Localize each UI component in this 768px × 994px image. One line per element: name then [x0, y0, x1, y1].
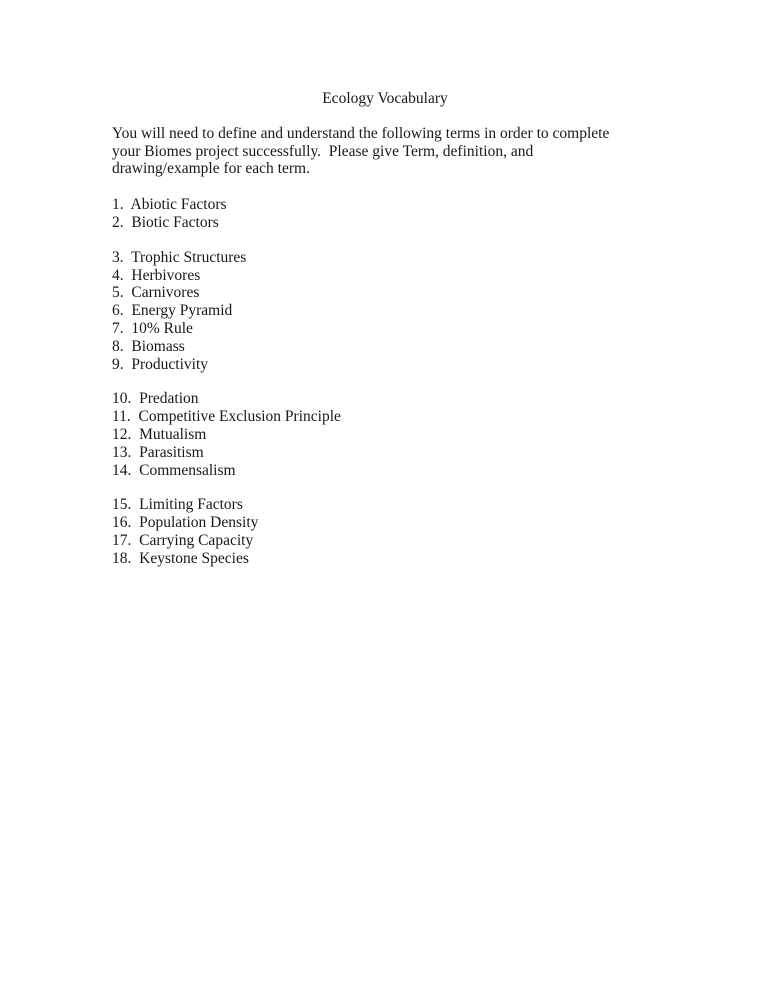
list-item: 17. Carrying Capacity — [112, 531, 254, 549]
list-item: 9. Productivity — [112, 355, 209, 373]
term-group-1 — [112, 196, 658, 232]
list-item: 3. Trophic Structures — [112, 248, 247, 266]
list-item: 15. Limiting Factors — [112, 496, 243, 514]
list-item: 12. Mutualism — [112, 425, 207, 443]
term-group-2 — [112, 249, 658, 374]
list-item: 11. Competitive Exclusion Principle — [112, 408, 341, 426]
list-item: 14. Commensalism — [112, 461, 236, 479]
intro-line: your Biomes project successfully. Please give Term, definition, and — [112, 142, 534, 160]
intro-line: drawing/example for each term. — [112, 160, 310, 178]
list-item: 4. Herbivores — [112, 266, 201, 284]
list-item: 2. Biotic Factors — [112, 213, 219, 231]
term-group-4 — [112, 496, 658, 567]
list-item: 7. 10% Rule — [112, 319, 193, 337]
document-title: Ecology Vocabulary — [322, 90, 448, 107]
list-item: 5. Carnivores — [112, 284, 200, 302]
intro-line: You will need to define and understand the following terms in order to complete — [112, 124, 610, 142]
list-item: 13. Parasitism — [112, 443, 204, 461]
list-item: 10. Predation — [112, 390, 199, 408]
list-item: 1. Abiotic Factors — [112, 196, 227, 214]
list-item: 16. Population Density — [112, 514, 259, 532]
term-group-3 — [112, 390, 658, 479]
list-item: 18. Keystone Species — [112, 549, 249, 567]
list-item: 6. Energy Pyramid — [112, 302, 233, 320]
intro-paragraph — [112, 125, 658, 178]
list-item: 8. Biomass — [112, 337, 185, 355]
